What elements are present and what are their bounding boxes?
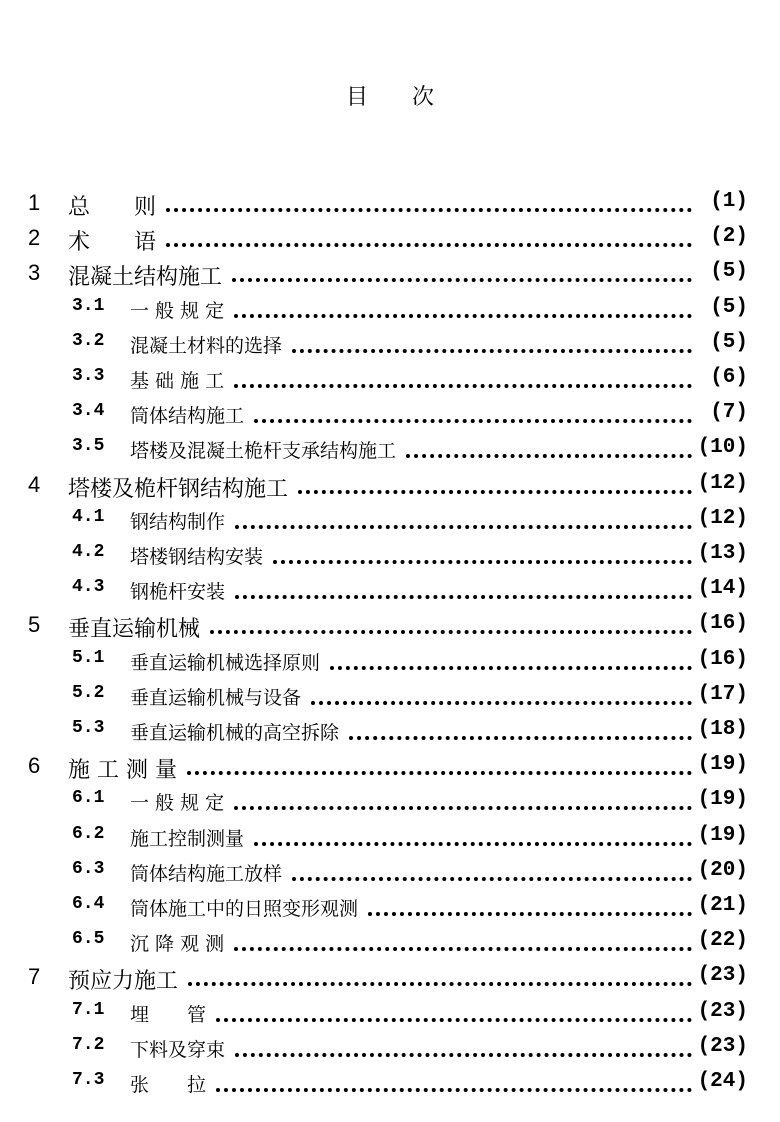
toc-entry-number: 1: [28, 190, 41, 215]
toc-section-row[interactable]: [0, 824, 780, 858]
toc-leader-dots: [235, 505, 692, 529]
toc-entry-number: 3.1: [72, 295, 105, 316]
toc-entry-page: (23): [697, 964, 748, 988]
toc-entry-page: (23): [697, 999, 748, 1023]
toc-entry-number: 6.1: [72, 788, 105, 809]
toc-leader-dots: [330, 646, 692, 670]
toc-leader-dots: [292, 329, 692, 353]
toc-entry-page: (18): [697, 718, 748, 741]
toc-entry-number: 4.3: [72, 577, 105, 598]
toc-section-row[interactable]: [0, 401, 780, 435]
toc-chapter-row[interactable]: [0, 753, 780, 787]
toc-entry-label: 筒体施工中的日照变形观测: [130, 898, 359, 920]
toc-entry-label: 塔楼钢结构安装: [130, 546, 264, 568]
toc-leader-dots: [166, 188, 692, 212]
toc-title-right: 次: [412, 85, 435, 110]
toc-entry-page: (13): [697, 542, 748, 565]
toc-chapter-row[interactable]: [0, 964, 780, 998]
toc-entry-label: 塔楼及桅杆钢结构施工: [68, 476, 289, 502]
toc-section-row[interactable]: [0, 331, 780, 365]
toc-entry-label: 预应力施工: [68, 969, 179, 995]
toc-entry-number: 4: [28, 471, 41, 497]
toc-entry-page: (21): [697, 894, 748, 917]
toc-section-row[interactable]: [0, 718, 780, 752]
toc-entry-label: 张 拉: [130, 1074, 207, 1096]
toc-entry-page: (12): [697, 506, 748, 530]
toc-entry-label: 垂直运输机械选择原则: [130, 651, 321, 674]
toc-entry-number: 5.1: [72, 647, 105, 668]
toc-entry-label: 钢结构制作: [130, 510, 226, 533]
toc-section-row[interactable]: [0, 1000, 780, 1034]
toc-entry-label: 沉 降 观 测: [130, 933, 225, 956]
toc-entry-number: 4.1: [72, 506, 105, 527]
toc-entry-label: 一 般 规 定: [130, 299, 225, 322]
toc-entry-page: (16): [697, 612, 748, 636]
toc-chapter-row[interactable]: [0, 260, 780, 294]
toc-leader-dots: [298, 470, 692, 494]
toc-leader-dots: [166, 223, 692, 247]
toc-section-row[interactable]: [0, 859, 780, 893]
toc-chapter-row[interactable]: [0, 612, 780, 646]
toc-entry-number: 5.3: [72, 718, 105, 738]
toc-entry-label: 下料及穿束: [130, 1038, 226, 1061]
toc-leader-dots: [234, 927, 692, 951]
toc-leader-dots: [311, 681, 692, 705]
toc-entry-page: (22): [697, 929, 748, 953]
toc-entry-page: (17): [697, 682, 748, 706]
toc-entry-label: 筒体结构施工: [130, 405, 245, 428]
toc-section-row[interactable]: [0, 296, 780, 330]
toc-entry-number: 3.4: [72, 401, 105, 422]
toc-entry-number: 6.2: [72, 823, 105, 844]
toc-entry-number: 7.1: [72, 999, 105, 1020]
toc-entry-number: 6.4: [72, 894, 105, 914]
toc-leader-dots: [235, 575, 692, 599]
toc-entry-number: 7.3: [72, 1070, 105, 1090]
toc-section-row[interactable]: [0, 366, 780, 400]
toc-chapter-row[interactable]: [0, 225, 780, 259]
toc-title-left: 目: [345, 85, 368, 110]
toc-entry-label: 施工控制测量: [130, 827, 245, 850]
toc-entry-number: 5: [28, 612, 41, 638]
toc-leader-dots: [273, 540, 692, 564]
toc-chapter-row[interactable]: [0, 190, 780, 224]
toc-entry-page: (12): [697, 471, 748, 495]
toc-entry-page: (7): [710, 401, 748, 425]
toc-entry-number: 6: [28, 753, 41, 779]
toc-section-row[interactable]: [0, 542, 780, 576]
toc-leader-dots: [235, 1033, 692, 1057]
toc-section-row[interactable]: [0, 577, 780, 611]
toc-entry-number: 7: [28, 964, 41, 990]
toc-section-row[interactable]: [0, 1035, 780, 1069]
toc-entry-label: 埋 管: [130, 1003, 207, 1026]
toc-entry-number: 4.2: [72, 542, 105, 562]
toc-entry-label: 总 则: [68, 195, 157, 220]
toc-entry-label: 一 般 规 定: [130, 792, 225, 815]
toc-leader-dots: [188, 962, 692, 986]
toc-entry-number: 5.2: [72, 682, 105, 703]
toc-entry-label: 筒体结构施工放样: [130, 862, 283, 885]
toc-leader-dots: [406, 434, 692, 458]
toc-section-row[interactable]: [0, 894, 780, 928]
toc-section-row[interactable]: [0, 929, 780, 963]
toc-entry-page: (23): [697, 1034, 748, 1058]
toc-section-row[interactable]: [0, 788, 780, 822]
toc-entry-page: (19): [697, 788, 748, 812]
toc-leader-dots: [292, 857, 692, 881]
toc-entry-label: 垂直运输机械: [68, 617, 201, 643]
toc-entry-page: (19): [697, 823, 748, 847]
toc-entry-label: 钢桅杆安装: [130, 581, 226, 604]
toc-entry-number: 6.3: [72, 858, 105, 879]
toc-section-row[interactable]: [0, 436, 780, 470]
toc-leader-dots: [187, 751, 692, 775]
toc-entry-label: 混凝土结构施工: [68, 265, 223, 291]
toc-entry-label: 基 础 施 工: [130, 370, 225, 392]
toc-entry-page: (5): [710, 330, 748, 354]
toc-leader-dots: [254, 822, 692, 846]
toc-entry-page: (5): [710, 295, 748, 319]
toc-entry-label: 垂直运输机械的高空拆除: [130, 722, 340, 744]
toc-entry-label: 垂直运输机械与设备: [130, 686, 302, 709]
toc-entry-page: (14): [697, 577, 748, 601]
toc-entry-number: 3.2: [72, 330, 105, 351]
toc-chapter-row[interactable]: [0, 472, 780, 506]
toc-leader-dots: [254, 399, 692, 423]
toc-section-row[interactable]: [0, 507, 780, 541]
toc-entry-page: (10): [697, 436, 748, 460]
toc-leader-dots: [232, 258, 692, 282]
toc-section-row[interactable]: [0, 648, 780, 682]
toc-entry-page: (20): [697, 858, 748, 882]
toc-entry-number: 3: [28, 260, 41, 286]
toc-entry-page: (24): [697, 1070, 748, 1093]
toc-entry-page: (5): [710, 260, 748, 284]
toc-leader-dots: [368, 892, 692, 916]
toc-entry-number: 3.5: [72, 436, 105, 457]
toc-entry-label: 塔楼及混凝土桅杆支承结构施工: [130, 440, 397, 463]
toc-leader-dots: [234, 294, 692, 318]
toc-entry-label: 术 语: [68, 230, 157, 256]
toc-entry-number: 3.3: [72, 366, 105, 386]
toc-leader-dots: [234, 786, 692, 810]
toc-entry-number: 6.5: [72, 929, 105, 950]
toc-entry-page: (1): [710, 190, 748, 213]
toc-entry-page: (6): [710, 366, 748, 389]
toc-title: [0, 80, 780, 111]
toc-leader-dots: [216, 998, 692, 1022]
toc-entry-page: (16): [697, 647, 748, 671]
toc-entry-number: 7.2: [72, 1034, 105, 1055]
toc-leader-dots: [349, 716, 692, 740]
toc-entry-label: 施 工 测 量: [68, 758, 177, 784]
toc-entry-page: (19): [697, 753, 748, 777]
toc-leader-dots: [210, 610, 692, 634]
toc-entry-page: (2): [710, 225, 748, 249]
toc-section-row[interactable]: [0, 683, 780, 717]
toc-leader-dots: [216, 1068, 692, 1092]
toc-entry-label: 混凝土材料的选择: [130, 334, 283, 357]
toc-entry-number: 2: [28, 225, 41, 251]
toc-leader-dots: [234, 364, 692, 388]
toc-section-row[interactable]: [0, 1070, 780, 1104]
